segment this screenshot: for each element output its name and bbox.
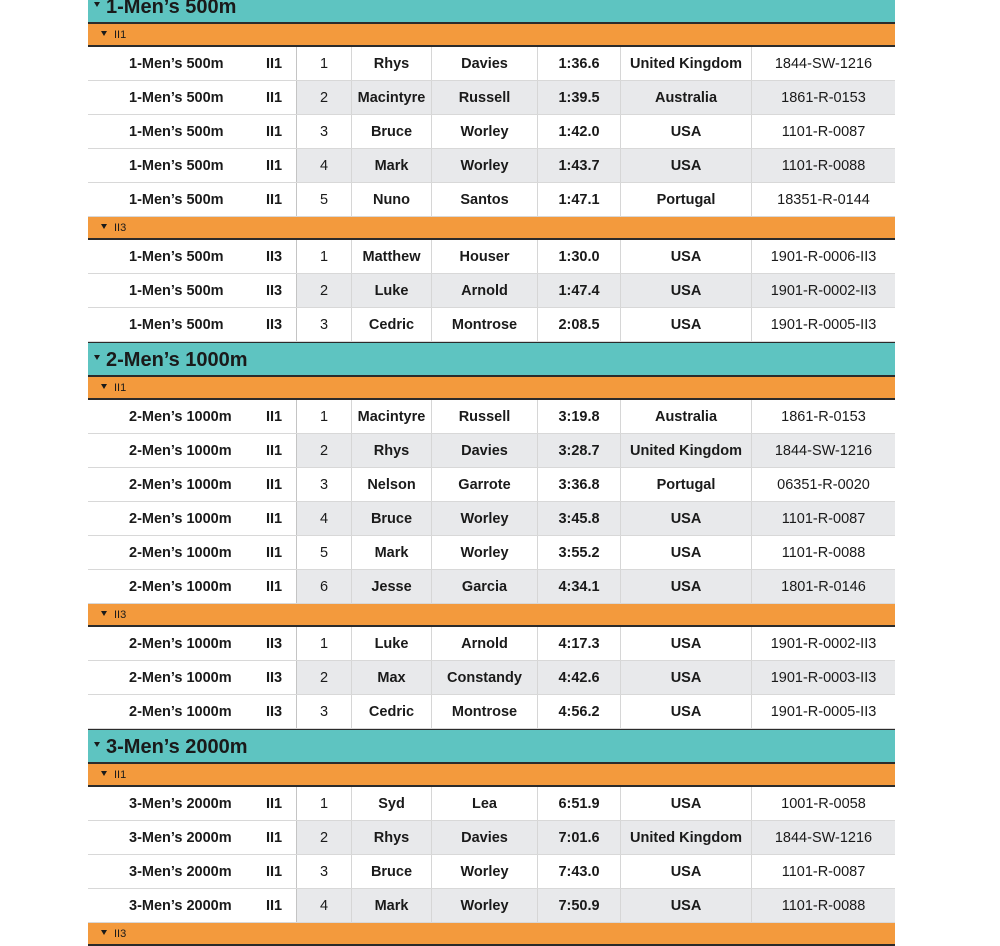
disclosure-triangle-icon[interactable] [94,742,100,747]
time-cell[interactable]: 6:51.9 [538,787,621,820]
country-cell[interactable]: United Kingdom [621,47,752,80]
time-cell[interactable]: 1:47.4 [538,274,621,307]
table-row[interactable] [88,434,895,468]
rank-cell[interactable]: 3 [296,695,352,728]
first-name-cell[interactable]: Jesse [352,570,432,603]
athlete-id-cell[interactable]: 1101-R-0087 [781,863,866,880]
table-row[interactable] [88,536,895,570]
table-row[interactable] [88,240,895,274]
country-cell[interactable]: USA [621,570,752,603]
first-name-cell[interactable]: Bruce [352,115,432,148]
rank-cell[interactable]: 2 [296,274,352,307]
class-cell[interactable]: II1 [266,81,296,114]
table-row[interactable] [88,889,895,923]
rank-cell[interactable]: 3 [296,115,352,148]
table-row[interactable] [88,821,895,855]
last-name-cell[interactable]: Garrote [432,468,538,501]
event-cell[interactable]: 2-Men’s 1000m [88,570,266,603]
rank-cell[interactable]: 2 [296,81,352,114]
event-cell[interactable]: 2-Men’s 1000m [88,400,266,433]
results-table [88,0,895,946]
first-name-cell[interactable]: Mark [352,149,432,182]
event-cell[interactable]: 1-Men’s 500m [88,47,266,80]
class-group-label: II1 [114,382,127,394]
class-cell[interactable]: II1 [266,434,296,467]
athlete-id-cell[interactable]: 1844-SW-1216 [774,55,873,72]
class-group-header[interactable] [88,923,895,946]
table-row[interactable] [88,627,895,661]
event-cell[interactable]: 2-Men’s 1000m [88,627,266,660]
class-cell[interactable]: II1 [266,889,296,922]
class-group-header[interactable] [88,604,895,627]
country-cell[interactable]: Australia [621,400,752,433]
country-cell[interactable]: USA [621,889,752,922]
table-row[interactable] [88,570,895,604]
event-cell[interactable]: 2-Men’s 1000m [88,434,266,467]
table-row[interactable] [88,274,895,308]
table-row[interactable] [88,695,895,729]
time-cell[interactable]: 1:39.5 [538,81,621,114]
class-cell[interactable]: II1 [266,821,296,854]
athlete-id-cell[interactable]: 1901-R-0005-II3 [770,316,877,333]
rank-cell[interactable]: 4 [296,149,352,182]
class-cell[interactable]: II1 [266,468,296,501]
time-cell[interactable]: 4:34.1 [538,570,621,603]
country-cell[interactable]: Portugal [621,468,752,501]
last-name-cell[interactable]: Russell [432,81,538,114]
last-name-cell[interactable]: Santos [432,183,538,216]
first-name-cell[interactable]: Cedric [352,695,432,728]
last-name-cell[interactable]: Montrose [432,308,538,341]
class-cell[interactable]: II1 [266,183,296,216]
table-row[interactable] [88,149,895,183]
last-name-cell[interactable]: Worley [432,536,538,569]
athlete-id-cell[interactable]: 1801-R-0146 [752,570,895,603]
last-name-cell[interactable]: Russell [432,400,538,433]
rank-cell[interactable]: 1 [296,47,352,80]
class-cell[interactable]: II1 [266,570,296,603]
country-cell[interactable]: United Kingdom [621,821,752,854]
country-cell[interactable]: USA [621,695,752,728]
table-row[interactable] [88,855,895,889]
time-cell[interactable]: 2:08.5 [538,308,621,341]
event-cell[interactable]: 3-Men’s 2000m [88,889,266,922]
class-group-label: II3 [114,609,127,621]
athlete-id-cell[interactable]: 1844-SW-1216 [752,821,895,854]
table-row[interactable] [88,787,895,821]
country-cell[interactable]: USA [621,627,752,660]
country-cell[interactable]: USA [621,536,752,569]
first-name-cell[interactable]: Cedric [352,308,432,341]
disclosure-triangle-icon[interactable] [94,355,100,360]
time-cell[interactable]: 3:28.7 [538,434,621,467]
event-cell[interactable]: 1-Men’s 500m [88,308,266,341]
table-row[interactable] [88,47,895,81]
last-name-cell[interactable]: Worley [432,855,538,888]
class-cell[interactable]: II1 [266,855,296,888]
athlete-id-cell[interactable]: 1901-R-0003-II3 [752,661,895,694]
event-cell[interactable]: 1-Men’s 500m [88,274,266,307]
first-name-cell[interactable]: Mark [352,889,432,922]
country-cell[interactable]: USA [621,502,752,535]
rank-cell[interactable]: 2 [296,434,352,467]
last-name-cell[interactable]: Lea [432,787,538,820]
first-name-cell[interactable]: Nuno [352,183,432,216]
event-cell[interactable]: 2-Men’s 1000m [88,502,266,535]
rank-cell[interactable]: 4 [296,889,352,922]
class-cell[interactable]: II1 [266,787,296,820]
class-group-header[interactable] [88,24,895,47]
time-cell[interactable]: 3:45.8 [538,502,621,535]
event-group-title: 2-Men’s 1000m [106,349,248,371]
class-cell[interactable]: II1 [266,400,296,433]
athlete-id-cell[interactable]: 18351-R-0144 [777,191,870,208]
last-name-cell[interactable]: Arnold [432,274,538,307]
event-cell[interactable]: 2-Men’s 1000m [88,536,266,569]
time-cell[interactable]: 1:36.6 [538,47,621,80]
country-cell[interactable]: Australia [621,81,752,114]
event-cell[interactable]: 2-Men’s 1000m [88,468,266,501]
athlete-id-cell[interactable]: 1861-R-0153 [781,408,866,425]
time-cell[interactable]: 3:19.8 [538,400,621,433]
disclosure-triangle-icon[interactable] [101,224,107,229]
time-cell[interactable]: 4:56.2 [538,695,621,728]
table-row[interactable] [88,183,895,217]
first-name-cell[interactable]: Nelson [352,468,432,501]
time-cell[interactable]: 1:47.1 [538,183,621,216]
class-cell[interactable]: II3 [266,695,296,728]
last-name-cell[interactable]: Worley [432,502,538,535]
athlete-id-cell[interactable]: 1901-R-0005-II3 [770,703,877,720]
first-name-cell[interactable]: Luke [352,274,432,307]
event-group-title: 1-Men’s 500m [106,0,237,18]
event-group-header[interactable] [88,0,895,24]
table-row[interactable] [88,661,895,695]
country-cell[interactable]: USA [621,855,752,888]
table-row[interactable] [88,400,895,434]
disclosure-triangle-icon[interactable] [101,771,107,776]
event-cell[interactable]: 1-Men’s 500m [88,240,266,273]
rank-cell[interactable]: 5 [296,183,352,216]
last-name-cell[interactable]: Worley [432,889,538,922]
time-cell[interactable]: 1:43.7 [538,149,621,182]
class-cell[interactable]: II3 [266,627,296,660]
country-cell[interactable]: USA [621,240,752,273]
event-group-header[interactable] [88,729,895,764]
class-group-header[interactable] [88,377,895,400]
last-name-cell[interactable]: Montrose [432,695,538,728]
class-cell[interactable]: II3 [266,240,296,273]
class-cell[interactable]: II3 [266,661,296,694]
disclosure-triangle-icon[interactable] [94,2,100,7]
rank-cell[interactable]: 6 [296,570,352,603]
first-name-cell[interactable]: Bruce [352,855,432,888]
first-name-cell[interactable]: Macintyre [352,81,432,114]
country-cell[interactable]: USA [621,149,752,182]
class-group-label: II1 [114,29,127,41]
time-cell[interactable]: 4:42.6 [538,661,621,694]
rank-cell[interactable]: 1 [296,787,352,820]
time-cell[interactable]: 1:30.0 [538,240,621,273]
first-name-cell[interactable]: Syd [352,787,432,820]
country-cell[interactable]: USA [621,308,752,341]
time-cell[interactable]: 7:01.6 [538,821,621,854]
table-row[interactable] [88,502,895,536]
first-name-cell[interactable]: Matthew [352,240,432,273]
disclosure-triangle-icon[interactable] [101,31,107,36]
disclosure-triangle-icon[interactable] [101,611,107,616]
event-group-title: 3-Men’s 2000m [106,736,248,758]
athlete-id-cell[interactable]: 1844-SW-1216 [752,434,895,467]
event-cell[interactable]: 2-Men’s 1000m [88,661,266,694]
class-cell[interactable]: II1 [266,115,296,148]
table-row[interactable] [88,468,895,502]
class-cell[interactable]: II3 [266,308,296,341]
last-name-cell[interactable]: Davies [432,47,538,80]
rank-cell[interactable]: 5 [296,536,352,569]
event-cell[interactable]: 3-Men’s 2000m [88,821,266,854]
rank-cell[interactable]: 2 [296,821,352,854]
last-name-cell[interactable]: Houser [432,240,538,273]
class-group-header[interactable] [88,217,895,240]
class-group-header[interactable] [88,764,895,787]
first-name-cell[interactable]: Luke [352,627,432,660]
athlete-id-cell[interactable]: 1101-R-0088 [752,889,895,922]
time-cell[interactable]: 1:42.0 [538,115,621,148]
class-cell[interactable]: II1 [266,47,296,80]
last-name-cell[interactable]: Garcia [432,570,538,603]
event-cell[interactable]: 3-Men’s 2000m [88,855,266,888]
athlete-id-cell[interactable]: 1901-R-0006-II3 [770,248,877,265]
last-name-cell[interactable]: Constandy [432,661,538,694]
country-cell[interactable]: USA [621,787,752,820]
rank-cell[interactable]: 3 [296,308,352,341]
disclosure-triangle-icon[interactable] [101,384,107,389]
event-cell[interactable]: 1-Men’s 500m [88,115,266,148]
athlete-id-cell[interactable]: 1861-R-0153 [752,81,895,114]
athlete-id-cell[interactable]: 1001-R-0058 [781,795,866,812]
athlete-id-cell[interactable]: 1901-R-0002-II3 [770,635,877,652]
first-name-cell[interactable]: Rhys [352,434,432,467]
event-cell[interactable]: 1-Men’s 500m [88,149,266,182]
class-cell[interactable]: II1 [266,536,296,569]
time-cell[interactable]: 7:43.0 [538,855,621,888]
country-cell[interactable]: USA [621,115,752,148]
last-name-cell[interactable]: Davies [432,821,538,854]
event-cell[interactable]: 1-Men’s 500m [88,183,266,216]
event-cell[interactable]: 1-Men’s 500m [88,81,266,114]
rank-cell[interactable]: 1 [296,240,352,273]
time-cell[interactable]: 4:17.3 [538,627,621,660]
class-group-label: II1 [114,769,127,781]
event-cell[interactable]: 3-Men’s 2000m [88,787,266,820]
country-cell[interactable]: USA [621,661,752,694]
class-cell[interactable]: II1 [266,149,296,182]
time-cell[interactable]: 3:36.8 [538,468,621,501]
athlete-id-cell[interactable]: 1101-R-0088 [781,544,866,561]
rank-cell[interactable]: 3 [296,468,352,501]
athlete-id-cell[interactable]: 1101-R-0087 [781,123,866,140]
rank-cell[interactable]: 3 [296,855,352,888]
rank-cell[interactable]: 1 [296,627,352,660]
athlete-id-cell[interactable]: 1901-R-0002-II3 [752,274,895,307]
class-cell[interactable]: II1 [266,502,296,535]
first-name-cell[interactable]: Rhys [352,821,432,854]
rank-cell[interactable]: 2 [296,661,352,694]
table-row[interactable] [88,81,895,115]
event-cell[interactable]: 2-Men’s 1000m [88,695,266,728]
last-name-cell[interactable]: Worley [432,115,538,148]
last-name-cell[interactable]: Worley [432,149,538,182]
class-group-label: II3 [114,222,127,234]
class-cell[interactable]: II3 [266,274,296,307]
class-group-label: II3 [114,928,127,940]
time-cell[interactable]: 3:55.2 [538,536,621,569]
athlete-id-cell[interactable]: 06351-R-0020 [777,476,870,493]
country-cell[interactable]: USA [621,274,752,307]
country-cell[interactable]: United Kingdom [621,434,752,467]
rank-cell[interactable]: 4 [296,502,352,535]
athlete-id-cell[interactable]: 1101-R-0087 [752,502,895,535]
last-name-cell[interactable]: Davies [432,434,538,467]
athlete-id-cell[interactable]: 1101-R-0088 [752,149,895,182]
table-row[interactable] [88,308,895,342]
country-cell[interactable]: Portugal [621,183,752,216]
table-row[interactable] [88,115,895,149]
first-name-cell[interactable]: Rhys [352,47,432,80]
first-name-cell[interactable]: Max [352,661,432,694]
event-group-header[interactable] [88,342,895,377]
first-name-cell[interactable]: Macintyre [352,400,432,433]
time-cell[interactable]: 7:50.9 [538,889,621,922]
last-name-cell[interactable]: Arnold [432,627,538,660]
first-name-cell[interactable]: Bruce [352,502,432,535]
rank-cell[interactable]: 1 [296,400,352,433]
first-name-cell[interactable]: Mark [352,536,432,569]
